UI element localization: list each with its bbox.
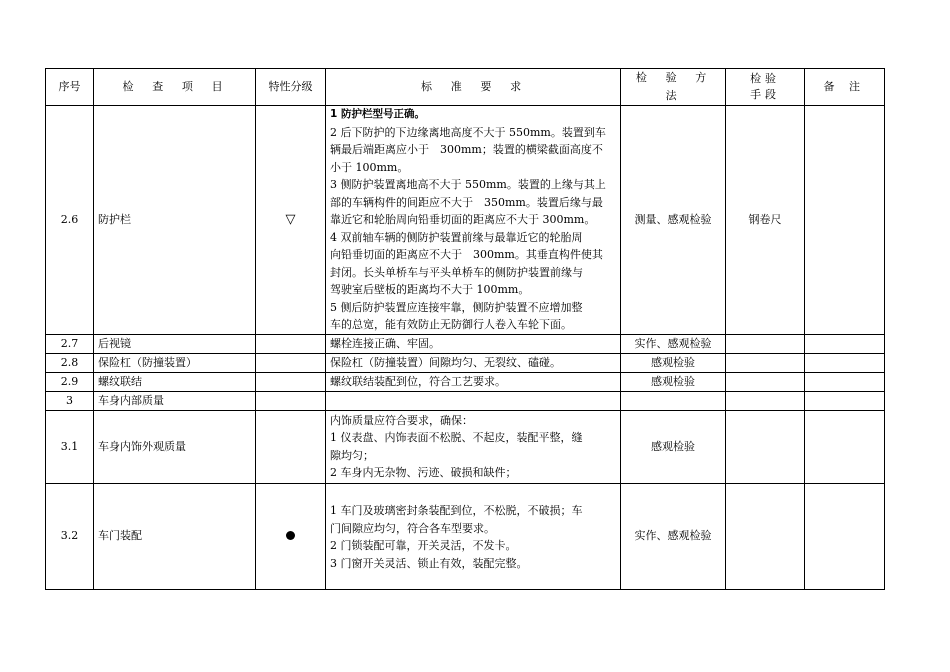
row-seq: 2.7 [46,334,94,353]
table-header-row [46,69,885,106]
header-tool-line2: 手段 [750,88,780,101]
row-remark [805,372,885,391]
requirement-line: 3 门窗开关灵活、锁止有效，装配完整。 [330,556,528,570]
row-item: 车门装配 [94,483,256,589]
table-row [46,372,885,391]
requirement-line: 2 后下防护的下边缘离地高度不大于 550mm。装置到车 [330,125,606,139]
header-tool [726,69,805,106]
requirement-line: 门间隙应均匀，符合各车型要求。 [330,521,495,535]
row-item: 螺纹联结 [94,372,256,391]
grade-cell [256,410,326,483]
row-item: 防护栏 [94,106,256,335]
requirement-line: 1 车门及玻璃密封条装配到位，不松脱，不破损；车 [330,504,583,517]
row-requirement [326,410,621,483]
row-tool [726,353,805,372]
row-seq: 2.9 [46,372,94,391]
row-method: 感观检验 [621,353,726,372]
row-remark [805,391,885,410]
row-remark [805,106,885,335]
row-item: 车身内部质量 [94,391,256,410]
header-seq: 序号 [46,69,94,106]
triangle-down-icon: ▽ [285,211,296,227]
row-requirement: 保险杠（防撞装置）间隙均匀、无裂纹、磕碰。 [326,353,621,372]
row-tool [726,372,805,391]
row-seq: 2.6 [46,106,94,335]
requirement-line: 向铅垂切面的距离应不大于 300mm。其垂直构件使其 [330,248,603,261]
requirement-line: 车的总宽，能有效防止无防御行人卷入车轮下面。 [330,318,572,331]
row-tool [726,334,805,353]
grade-cell [256,372,326,391]
requirement-line: 3 侧防护装置离地高不大于 550mm。装置的上缘与其上 [330,178,606,191]
requirement-line: 隙均匀； [330,448,374,462]
requirement-line: 小于 100mm。 [330,160,409,174]
header-grade: 特性分级 [256,69,326,106]
row-seq: 3 [46,391,94,410]
row-tool [726,410,805,483]
row-requirement: 螺栓连接正确、牢固。 [326,334,621,353]
grade-cell [256,483,326,589]
row-method: 实作、感观检验 [621,483,726,589]
row-requirement: 螺纹联结装配到位，符合工艺要求。 [326,372,621,391]
row-method [621,391,726,410]
row-item: 车身内饰外观质量 [94,410,256,483]
requirement-line: 辆最后端距离应小于 300mm；装置的横梁截面高度不 [330,143,603,156]
row-seq: 3.1 [46,410,94,483]
header-method: 检 验 方 法 [621,69,726,106]
row-requirement [326,483,621,589]
table-row [46,106,885,335]
header-remark: 备 注 [805,69,885,106]
row-tool: 钢卷尺 [726,106,805,335]
requirement-line: 1 防护栏型号正确。 [330,108,425,120]
header-requirement: 标 准 要 求 [326,69,621,106]
grade-cell [256,353,326,372]
requirement-line: 靠近它和轮胎周向铅垂切面的距离应不大于 300mm。 [330,213,596,226]
row-requirement [326,391,621,410]
row-method: 实作、感观检验 [621,334,726,353]
grade-cell [256,106,326,335]
requirement-line: 封闭。长头单桥车与平头单桥车的侧防护装置前缘与 [330,265,583,279]
requirement-line: 驾驶室后壁板的距离均不大于 100mm。 [330,283,530,296]
row-seq: 3.2 [46,483,94,589]
row-remark [805,353,885,372]
table-row [46,410,885,483]
row-item: 后视镜 [94,334,256,353]
grade-cell [256,334,326,353]
requirement-line: 部的车辆构件的间距应不大于 350mm。装置后缘与最 [330,195,603,209]
requirement-line: 4 双前轴车辆的侧防护装置前缘与最靠近它的轮胎周 [330,230,583,244]
table-row [46,391,885,410]
row-remark [805,483,885,589]
row-item: 保险杠（防撞装置） [94,353,256,372]
table-row [46,334,885,353]
header-item: 检 查 项 目 [94,69,256,106]
table-row [46,353,885,372]
row-method: 测量、感观检验 [621,106,726,335]
row-tool [726,391,805,410]
row-method: 感观检验 [621,410,726,483]
row-remark [805,334,885,353]
requirement-line: 内饰质量应符合要求，确保： [330,413,473,427]
grade-cell [256,391,326,410]
table-row [46,483,885,589]
row-requirement [326,106,621,335]
requirement-line: 2 门锁装配可靠，开关灵活，不发卡。 [330,539,517,552]
requirement-line: 2 车身内无杂物、污迹、破损和缺件； [330,466,517,479]
requirement-line: 5 侧后防护装置应连接牢靠，侧防护装置不应增加整 [330,300,583,314]
header-tool-line1: 检验 [750,72,780,85]
row-remark [805,410,885,483]
bullet-dot-icon [286,531,295,540]
inspection-table [45,68,885,590]
row-tool [726,483,805,589]
row-seq: 2.8 [46,353,94,372]
requirement-line: 1 仪表盘、内饰表面不松脱、不起皮，装配平整，缝 [330,431,583,444]
row-method: 感观检验 [621,372,726,391]
